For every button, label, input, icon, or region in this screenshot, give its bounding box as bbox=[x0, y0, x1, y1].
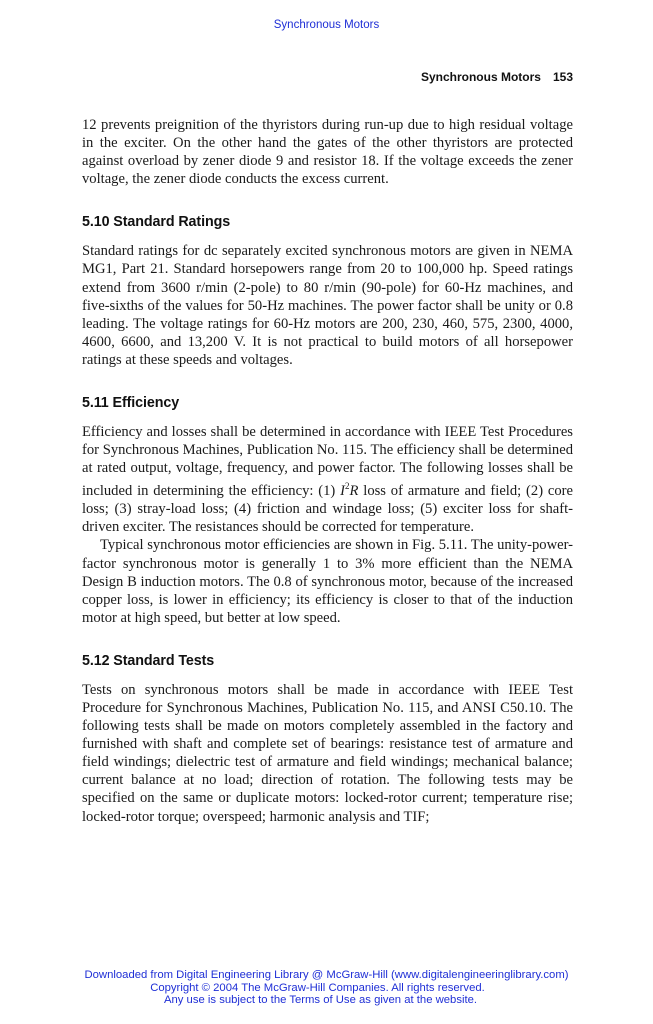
footer-copyright: Copyright © 2004 The McGraw-Hill Companies. All rights reserved. bbox=[150, 981, 485, 994]
math-i: I bbox=[340, 483, 345, 500]
standard-tests-paragraph: Tests on synchronous motors shall be made in accordance with IEEE Test Procedure for Synchronous Machines, Publication No. 115, and ANSI C50.10. The following tests shall be made on motors completely assembled in the factory and furnished with shaft and complete set of bearings: resistance test of armature and field windings; dielectric test of armature and field windings; mechanical balance; current balance at no load; direction of rotation. The following tests may be specified on the same or duplicate motors: locked-rotor current; temperature rise; locked-rotor torque; overspeed; harmonic analysis and TIF; bbox=[82, 681, 573, 825]
efficiency-paragraph-1 bbox=[82, 423, 573, 536]
section-heading-standard-ratings: 5.10 Standard Ratings bbox=[82, 214, 231, 231]
running-head bbox=[421, 70, 573, 84]
math-r: R bbox=[349, 483, 359, 500]
footer-terms-link[interactable]: Any use is subject to the Terms of Use as given at the website. bbox=[163, 994, 478, 1007]
efficiency-p1-text-end: loss of armature and field; (2) core loss; (3) stray-load loss; (4) friction and windage loss; (5) exciter loss for shaft-driven exciter. The resistances should be corrected for temperature. bbox=[82, 483, 574, 536]
running-title: Synchronous Motors bbox=[420, 70, 541, 84]
top-header-link[interactable]: Synchronous Motors bbox=[273, 19, 380, 31]
efficiency-paragraph-2: Typical synchronous motor efficiencies are shown in Fig. 5.11. The unity-power-factor synchronous motor is generally 1 to 3% more efficient than the NEMA Design B induction motors. The 0.8 of synchronous motor, because of the increased copper loss, is lower in efficiency; its efficiency is closer to that of the induction motor at high speed, but better at low speed. bbox=[82, 537, 574, 626]
section-heading-standard-tests: 5.12 Standard Tests bbox=[82, 652, 215, 669]
footer-notice bbox=[0, 969, 653, 1007]
intro-paragraph: 12 prevents preignition of the thyristors during run-up due to high residual voltage in the exciter. On the other hand the gates of the other thyristors are protected against overload by zener diode 9 and resistor 18. If the voltage exceeds the zener voltage, the zener diode conducts the excess current. bbox=[82, 117, 573, 188]
efficiency-p1-text-start: Efficiency and losses shall be determined in accordance with IEEE Test Procedures for Synchronous Machines, Publication No. 115. The efficiency shall be determined at rated output, voltage, frequency, and power factor. The following losses shall be included in determining the efficiency: (1) bbox=[82, 424, 573, 500]
page-number: 153 bbox=[552, 70, 573, 84]
page-content bbox=[82, 116, 573, 826]
math-superscript: 2 bbox=[345, 481, 350, 492]
footer-download-link[interactable]: Downloaded from Digital Engineering Library @ McGraw-Hill (www.digitalengineeringlibrary.com) bbox=[84, 969, 569, 981]
section-heading-efficiency: 5.11 Efficiency bbox=[82, 395, 180, 412]
standard-ratings-paragraph: Standard ratings for dc separately excited synchronous motors are given in NEMA MG1, Part 21. Standard horsepowers range from 20 to 100,000 hp. Speed ratings extend from 3600 r/min (2-pole) to 80 r/min (90-pole) for 60-Hz machines, and five-sixths of the values for 50-Hz machines. The power factor shall be unity or 0.8 leading. The voltage ratings for 60-Hz motors are 200, 230, 460, 575, 2300, 4000, 4600, 6600, and 13,200 V. It is not practical to build motors of all horsepower ratings at these speeds and voltages. bbox=[82, 243, 573, 368]
